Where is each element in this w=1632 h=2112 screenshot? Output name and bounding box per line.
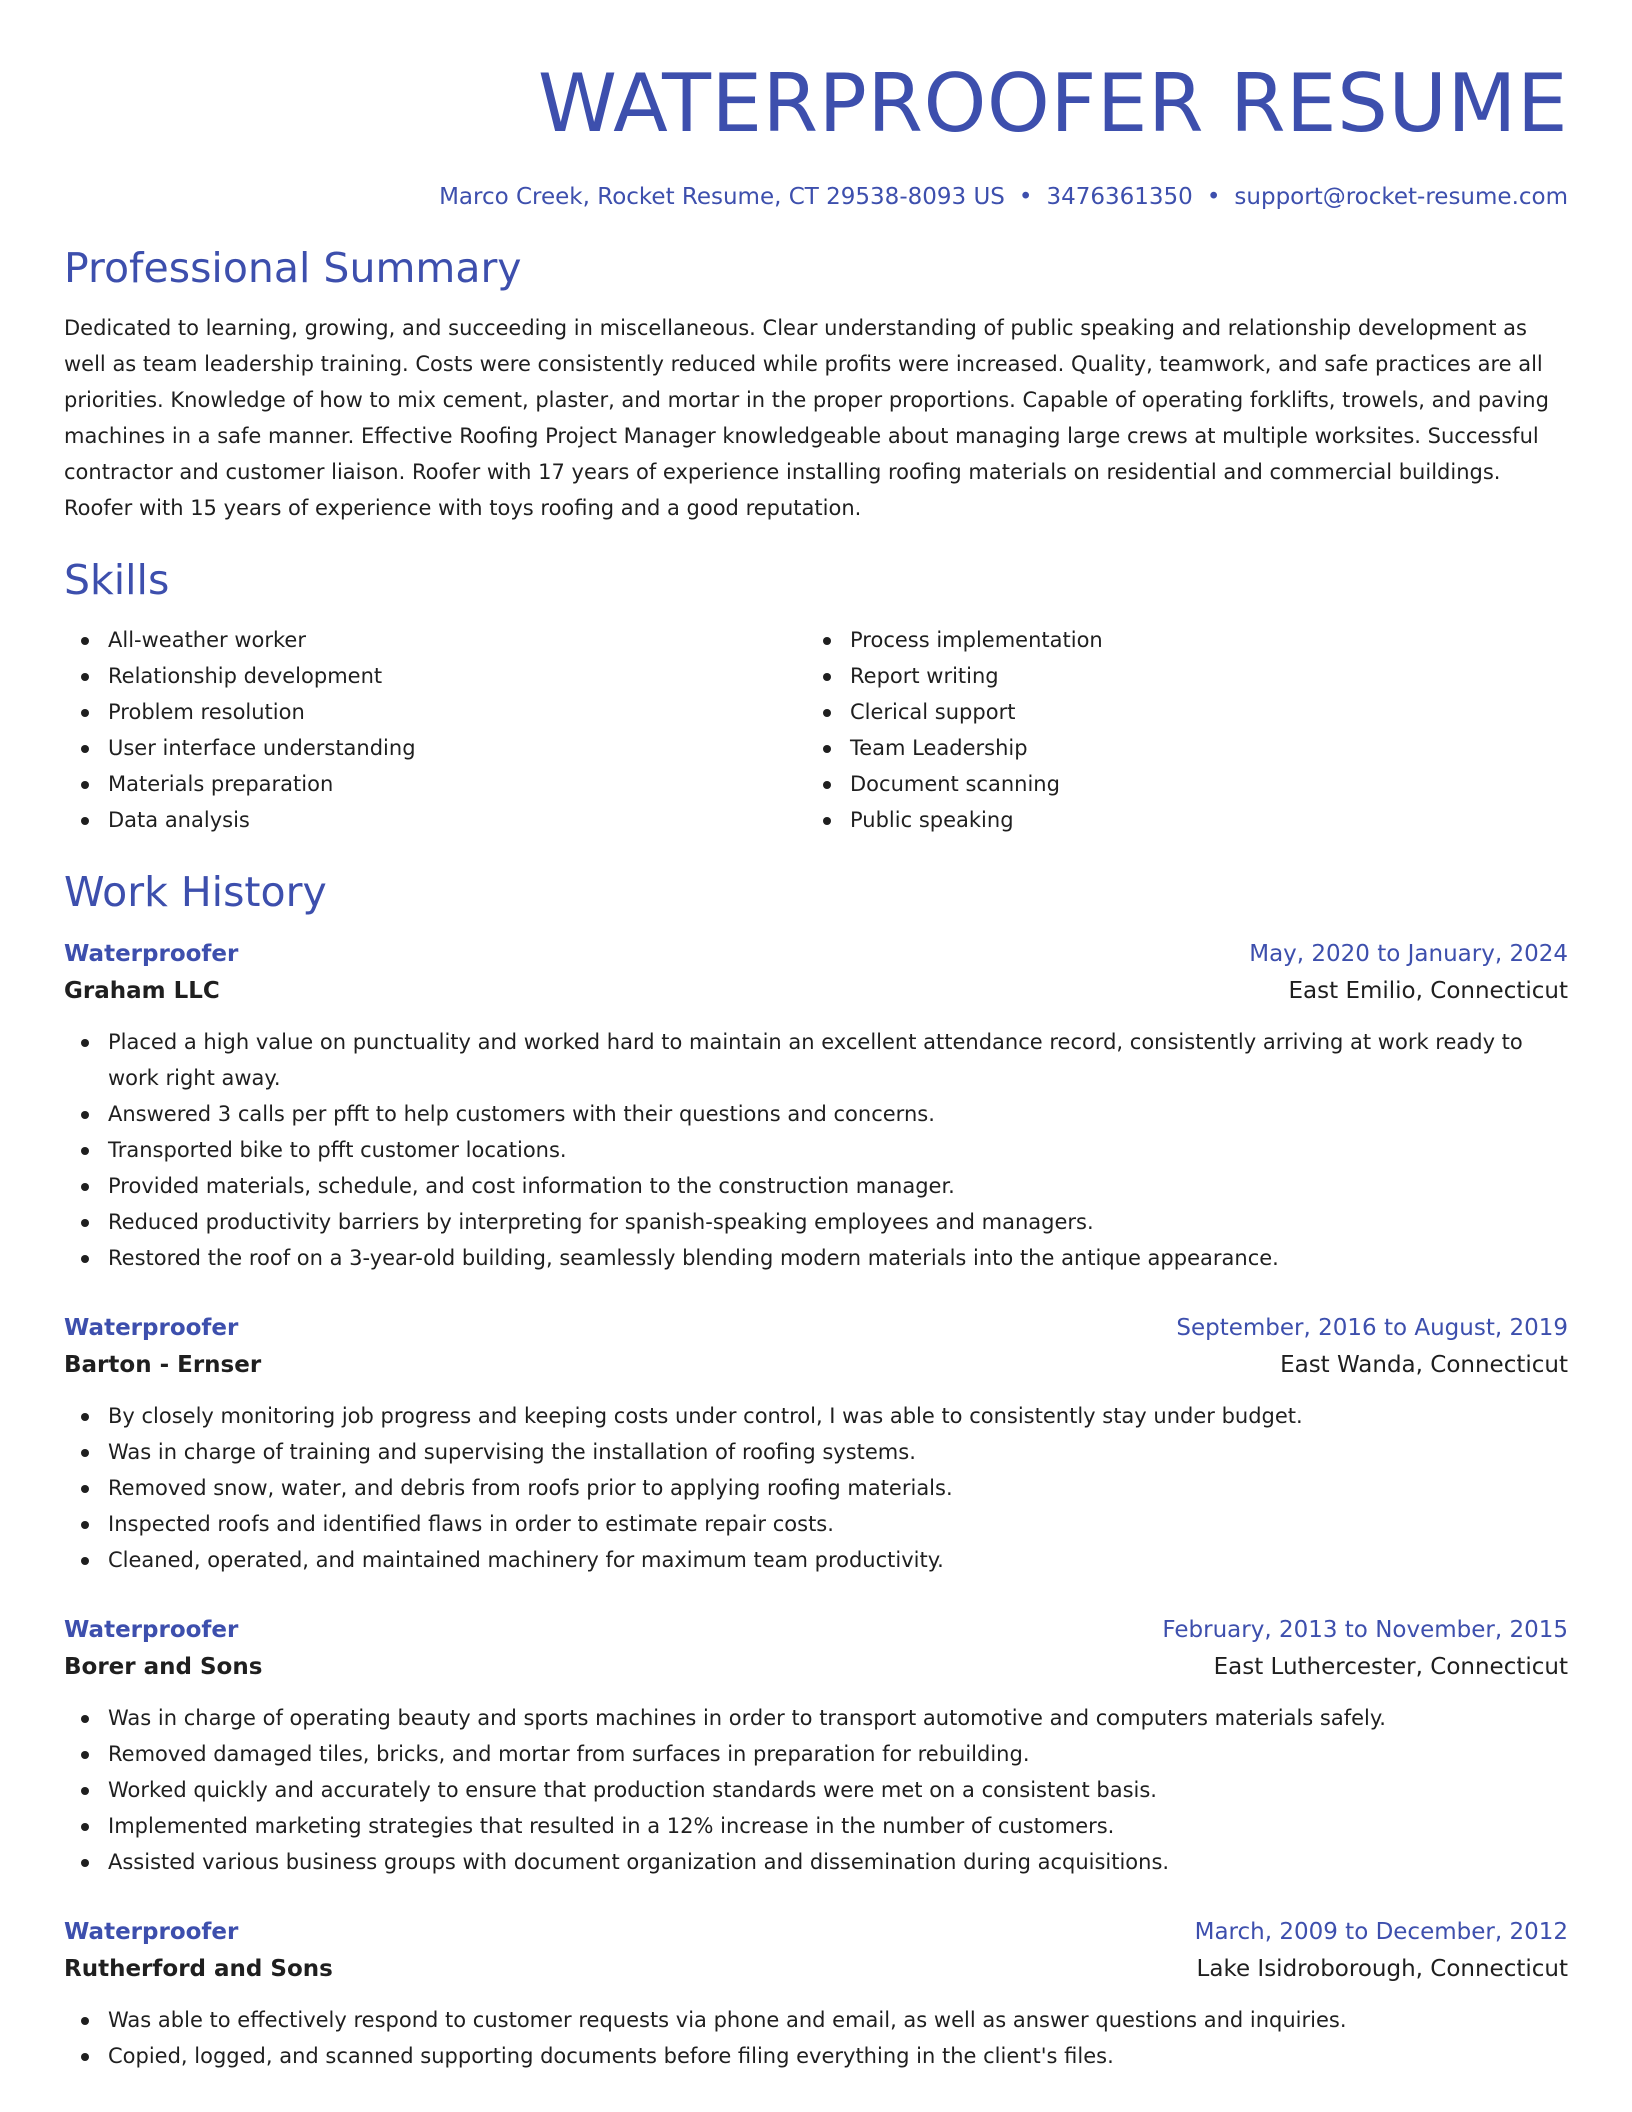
skills-list — [64, 622, 1568, 838]
skill-item: Public speaking — [806, 802, 1548, 838]
duty-item: Assisted various business groups with document organization and dissemination during acquisitions. — [64, 1844, 1568, 1880]
duty-item: Provided materials, schedule, and cost information to the construction manager. — [64, 1168, 1568, 1204]
job-dates: February, 2013 to November, 2015 — [1162, 1617, 1568, 1643]
duty-item: Restored the roof on a 3-year-old building, seamlessly blending modern materials into the antique appearance. — [64, 1240, 1568, 1276]
skill-item: Data analysis — [64, 802, 806, 838]
company-name: Borer and Sons — [64, 1654, 263, 1680]
duty-item: Cleaned, operated, and maintained machinery for maximum team productivity. — [64, 1542, 1568, 1578]
job-header — [64, 1612, 1568, 1648]
skill-item: Problem resolution — [64, 694, 806, 730]
job-location: East Wanda, Connecticut — [1280, 1352, 1568, 1378]
skill-item: Document scanning — [806, 766, 1548, 802]
job-duties — [64, 2002, 1568, 2074]
job-header — [64, 1310, 1568, 1346]
skill-item: All-weather worker — [64, 622, 806, 658]
resume-page — [64, 0, 1568, 2112]
job-duties — [64, 1700, 1568, 1880]
job-duties — [64, 1024, 1568, 1276]
duty-item: Removed damaged tiles, bricks, and mortar from surfaces in preparation for rebuilding. — [64, 1736, 1568, 1772]
duty-item: Copied, logged, and scanned supporting documents before filing everything in the client's files. — [64, 2038, 1568, 2074]
resume-title: WATERPROOFER RESUME — [537, 57, 1568, 150]
job-title: Waterproofer — [64, 1617, 239, 1643]
job-title: Waterproofer — [64, 1919, 239, 1945]
duty-item: Placed a high value on punctuality and worked hard to maintain an excellent attendance record, consistently arriving at work ready to work right away. — [64, 1024, 1568, 1096]
company-name: Rutherford and Sons — [64, 1956, 333, 1982]
job-entry — [64, 936, 1568, 1276]
job-employer — [64, 1346, 1568, 1384]
job-dates: September, 2016 to August, 2019 — [1176, 1315, 1568, 1341]
skills-heading: Skills — [64, 556, 170, 604]
company-name: Graham LLC — [64, 978, 220, 1004]
job-dates: May, 2020 to January, 2024 — [1249, 941, 1568, 967]
job-header — [64, 1914, 1568, 1950]
skill-item: Team Leadership — [806, 730, 1548, 766]
skill-item: Report writing — [806, 658, 1548, 694]
duty-item: Removed snow, water, and debris from roofs prior to applying roofing materials. — [64, 1470, 1568, 1506]
job-employer — [64, 1648, 1568, 1686]
duty-item: Implemented marketing strategies that resulted in a 12% increase in the number of customers. — [64, 1808, 1568, 1844]
job-employer — [64, 972, 1568, 1010]
job-entry — [64, 1914, 1568, 2074]
skills-column-left — [64, 622, 806, 838]
job-location: East Luthercester, Connecticut — [1213, 1654, 1568, 1680]
duty-item: Transported bike to pfft customer locations. — [64, 1132, 1568, 1168]
duty-item: Reduced productivity barriers by interpreting for spanish-speaking employees and managers. — [64, 1204, 1568, 1240]
skill-item: Materials preparation — [64, 766, 806, 802]
contact-phone: 3476361350 — [1046, 184, 1193, 210]
skill-item: Process implementation — [806, 622, 1548, 658]
skill-item: User interface understanding — [64, 730, 806, 766]
contact-separator: • — [1206, 184, 1221, 210]
summary-heading: Professional Summary — [64, 244, 522, 292]
skill-item: Clerical support — [806, 694, 1548, 730]
duty-item: Inspected roofs and identified flaws in order to estimate repair costs. — [64, 1506, 1568, 1542]
job-header — [64, 936, 1568, 972]
duty-item: Was in charge of training and supervising the installation of roofing systems. — [64, 1434, 1568, 1470]
job-entry — [64, 1612, 1568, 1880]
contact-address: Marco Creek, Rocket Resume, CT 29538-8093 US — [439, 184, 1005, 210]
duty-item: Was able to effectively respond to customer requests via phone and email, as well as answer questions and inquiries. — [64, 2002, 1568, 2038]
skill-item: Relationship development — [64, 658, 806, 694]
duty-item: Was in charge of operating beauty and sports machines in order to transport automotive and computers materials safely. — [64, 1700, 1568, 1736]
job-duties — [64, 1398, 1568, 1578]
work-history-heading: Work History — [64, 868, 327, 916]
job-employer — [64, 1950, 1568, 1988]
job-title: Waterproofer — [64, 941, 239, 967]
contact-separator: • — [1018, 184, 1033, 210]
duty-item: By closely monitoring job progress and keeping costs under control, I was able to consistently stay under budget. — [64, 1398, 1568, 1434]
job-entry — [64, 1310, 1568, 1578]
job-title: Waterproofer — [64, 1315, 239, 1341]
job-location: Lake Isidroborough, Connecticut — [1196, 1956, 1568, 1982]
duty-item: Worked quickly and accurately to ensure that production standards were met on a consistent basis. — [64, 1772, 1568, 1808]
skills-column-right — [806, 622, 1548, 838]
job-location: East Emilio, Connecticut — [1288, 978, 1568, 1004]
contact-email: support@rocket-resume.com — [1234, 184, 1568, 210]
contact-line — [64, 182, 1568, 212]
job-dates: March, 2009 to December, 2012 — [1194, 1919, 1568, 1945]
duty-item: Answered 3 calls per pfft to help customers with their questions and concerns. — [64, 1096, 1568, 1132]
summary-text: Dedicated to learning, growing, and succeeding in miscellaneous. Clear understanding of public speaking and relationship development as well as team leadership training. Costs were consistently reduced while profits were increased. Quality, teamwork, and safe practices are all priorities. Knowledge of how to mix cement, plaster, and mortar in the proper proportions. Capable of operating forklifts, trowels, and paving machines in a safe manner. Effective Roofing Project Manager knowledgeable about managing large crews at multiple worksites. Successful contractor and customer liaison. Roofer with 17 years of experience installing roofing materials on residential and commercial buildings. Roofer with 15 years of experience with toys roofing and a good reputation. — [64, 316, 1549, 520]
company-name: Barton - Ernser — [64, 1352, 262, 1378]
